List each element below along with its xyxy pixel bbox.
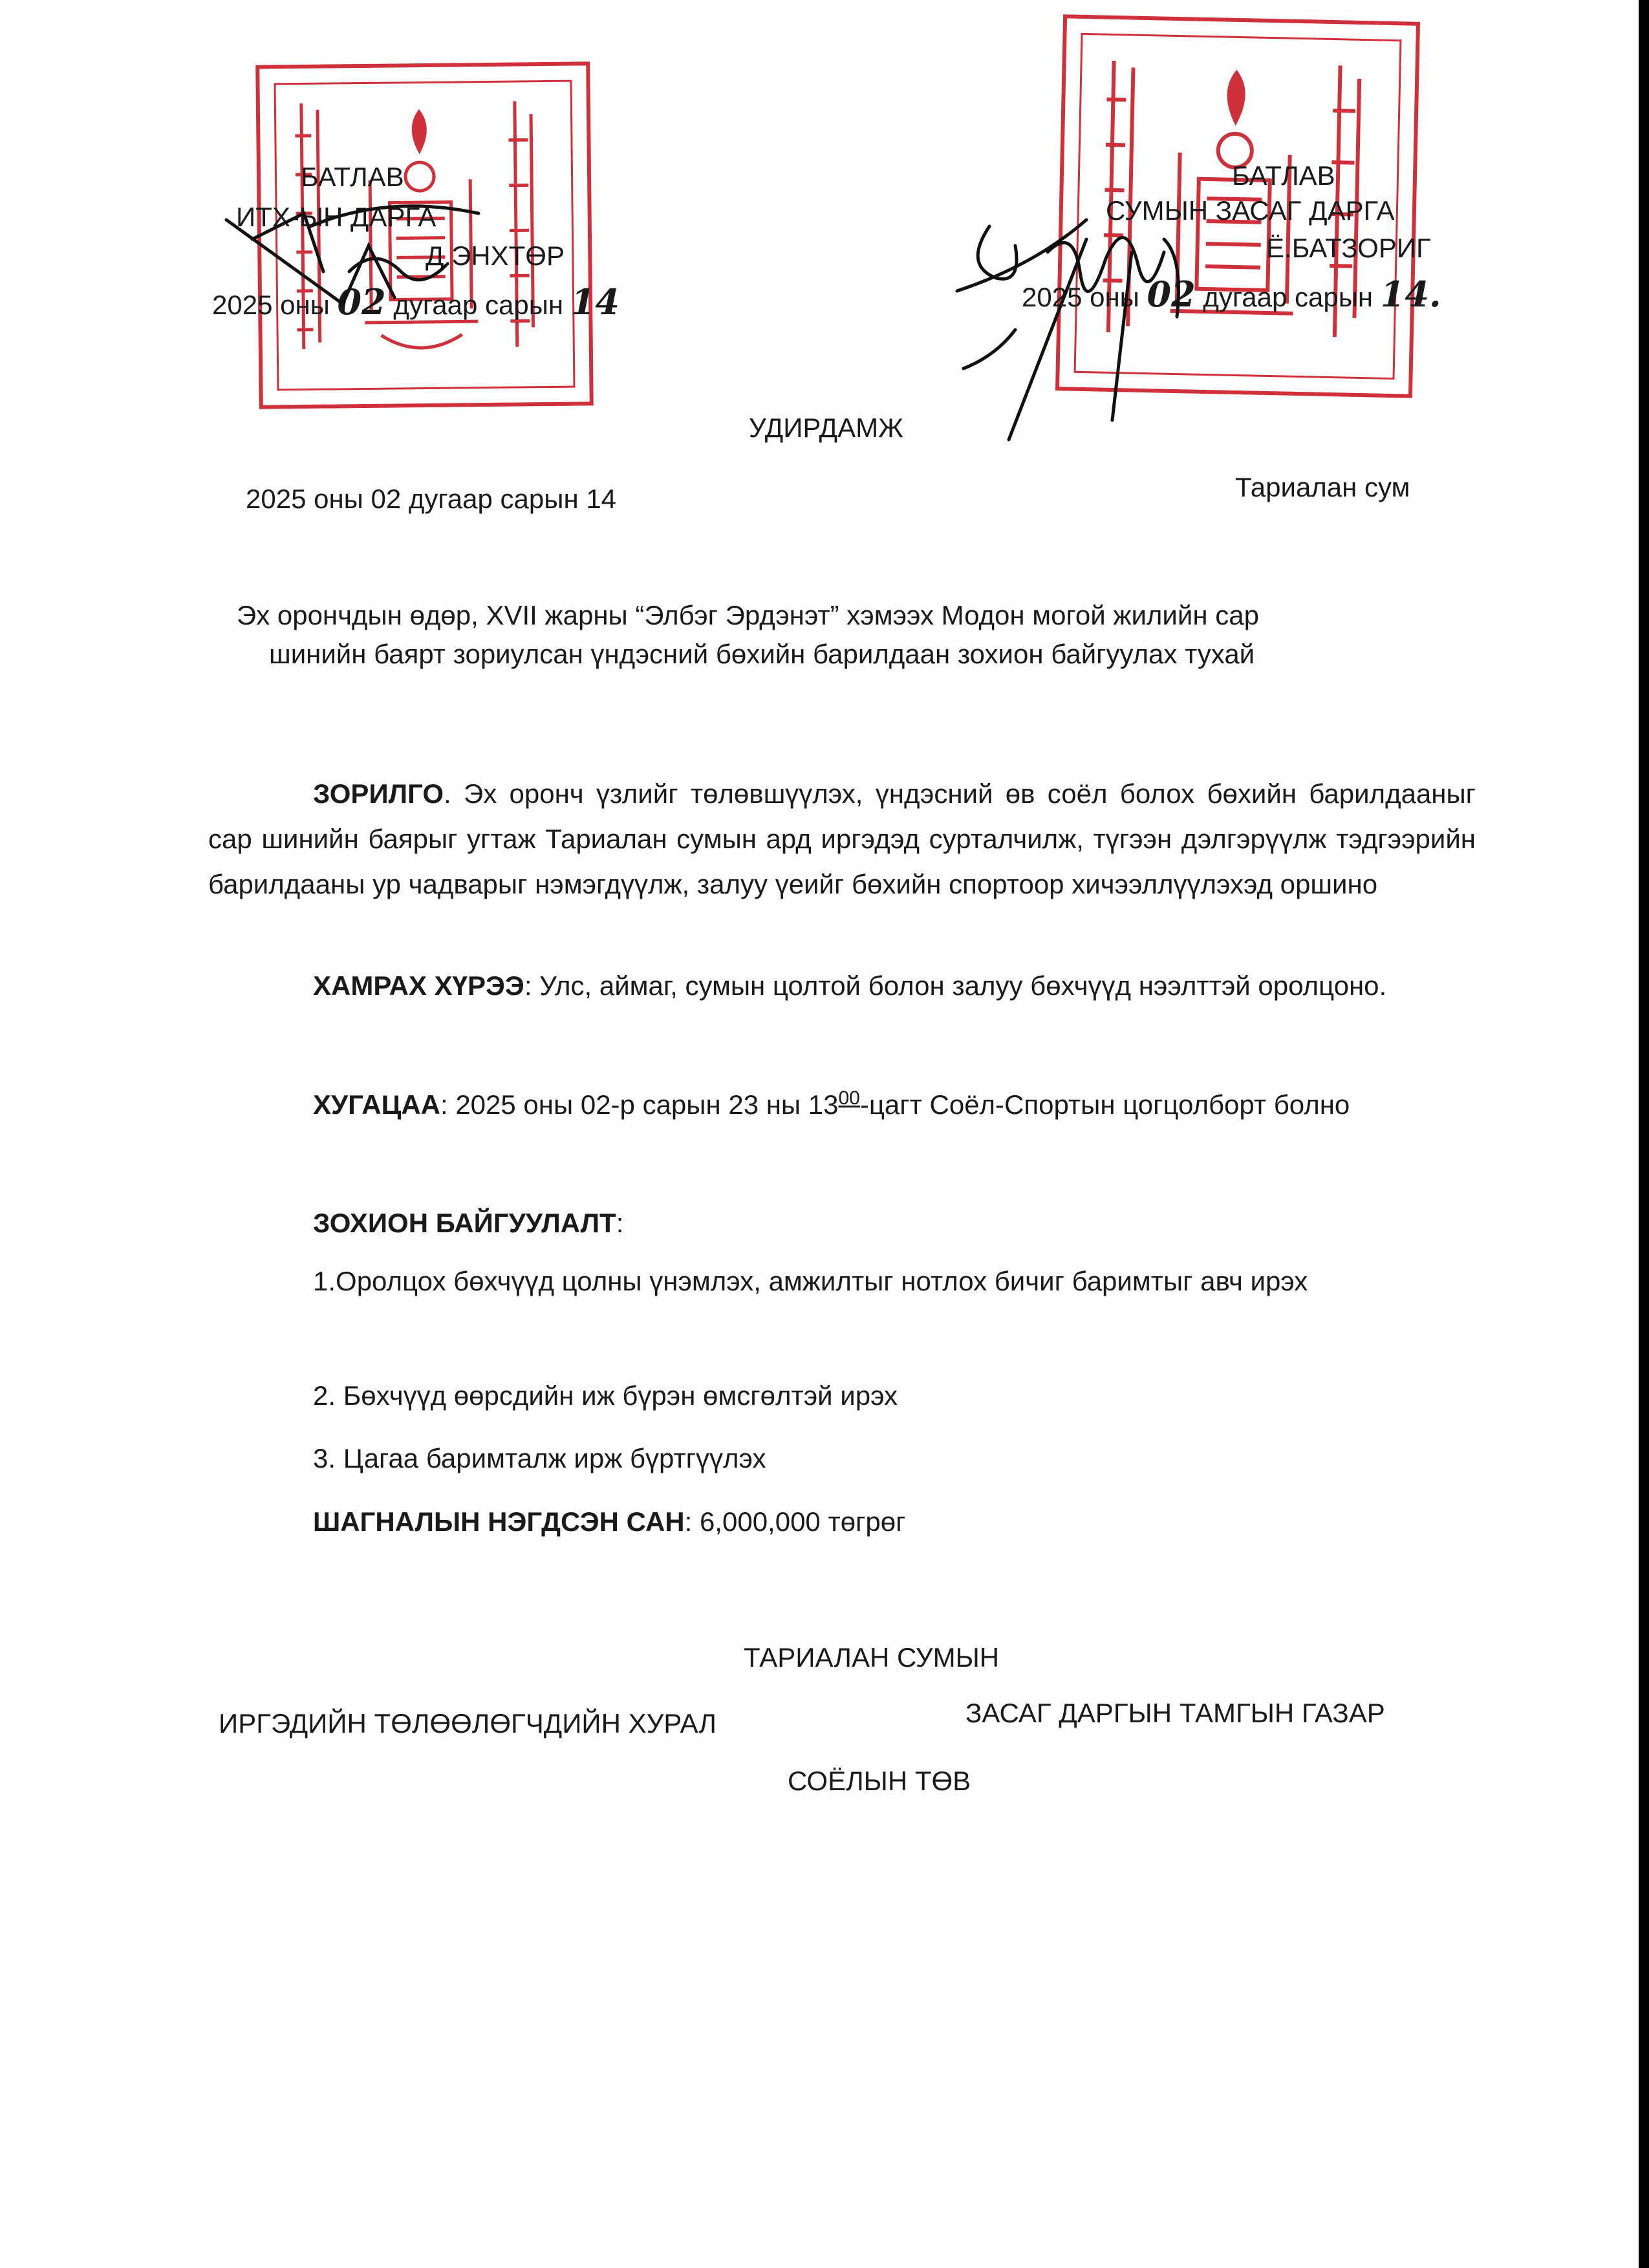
approval-left-title: БАТЛАВ bbox=[301, 162, 404, 192]
footer-left-org: ИРГЭДИЙН ТӨЛӨӨЛӨГЧДИЙН ХУРАЛ bbox=[219, 1708, 717, 1738]
date-prefix: 2025 оны bbox=[212, 290, 330, 320]
goal-text: . Эх оронч үзлийг төлөвшүүлэх, үндэсний өв соёл болох бөхийн барилдааныг сар шинийн баярыг угтаж Тариалан сумын ард иргэдэд сурталчилж, түгээн дэлгэрүүлж тэдгээрийн барилдааны ур чадварыг нэмэгдүүлж, залуу үеийг бөхийн спортоор хичээллүүлэхэд оршино bbox=[208, 778, 1476, 899]
subject-line-2: шинийн баярт зориулсан үндэсний бөхийн барилдаан зохион байгуулах тухай bbox=[269, 639, 1255, 669]
prize-label: ШАГНАЛЫН НЭГДСЭН САН bbox=[313, 1506, 685, 1537]
signature-left bbox=[213, 175, 511, 323]
approval-right-title: БАТЛАВ bbox=[1232, 160, 1335, 191]
date-day-handwritten: 14. bbox=[1380, 273, 1441, 315]
goal-label: ЗОРИЛГО bbox=[313, 778, 444, 809]
approval-left-name: Д.ЭНХТӨР bbox=[426, 241, 565, 271]
date-prefix: 2025 оны bbox=[1022, 282, 1139, 312]
time-text-before: : 2025 оны 02-р сарын 23 ны 13 bbox=[440, 1089, 839, 1120]
goal-paragraph bbox=[208, 771, 1476, 907]
document-place: Тариалан сум bbox=[1235, 472, 1410, 502]
subject-line-1: Эх орончдын өдөр, XVII жарны “Элбэг Эрдэнэт” хэмээх Модон могой жилийн сар bbox=[237, 600, 1259, 630]
footer-right-org: ЗАСАГ ДАРГЫН ТАМГЫН ГАЗАР bbox=[965, 1698, 1385, 1728]
approval-right-name: Ё.БАТЗОРИГ bbox=[1266, 233, 1431, 263]
date-day-handwritten: 14 bbox=[570, 281, 620, 323]
org-item-1: 1.Оролцох бөхчүүд цолны үнэмлэх, амжилтыг нотлох бичиг баримтыг авч ирэх bbox=[313, 1266, 1308, 1296]
approval-right-position: СУМЫН ЗАСАГ ДАРГА bbox=[1106, 195, 1395, 226]
org-label: ЗОХИОН БАЙГУУЛАЛТ bbox=[313, 1208, 616, 1238]
scan-edge bbox=[1639, 0, 1649, 2268]
org-item-3: 3. Цагаа баримталж ирж бүртгүүлэх bbox=[313, 1443, 766, 1473]
time-paragraph bbox=[208, 1065, 1476, 1138]
scope-text: : Улс, аймаг, сумын цолтой болон залуу бөхчүүд нээлттэй оролцоно. bbox=[524, 970, 1387, 1001]
org-item-2: 2. Бөхчүүд өөрсдийн иж бүрэн өмсгөлтэй ирэх bbox=[313, 1380, 898, 1411]
scope-label: ХАМРАХ ХҮРЭЭ bbox=[313, 970, 524, 1001]
date-month-handwritten: 02 bbox=[1147, 273, 1196, 315]
date-mid: дугаар сарын bbox=[1203, 282, 1374, 312]
date-mid: дугаар сарын bbox=[393, 290, 564, 320]
prize-text: : 6,000,000 төгрөг bbox=[684, 1506, 906, 1537]
scope-paragraph bbox=[208, 963, 1476, 1009]
document-date: 2025 оны 02 дугаар сарын 14 bbox=[246, 484, 617, 514]
prize-line bbox=[313, 1506, 905, 1537]
time-label: ХУГАЦАА bbox=[313, 1089, 440, 1120]
time-text-after: -цагт Соёл-Спортын цогцолборт болно bbox=[859, 1089, 1350, 1120]
footer-district: ТАРИАЛАН СУМЫН bbox=[744, 1642, 1000, 1673]
time-superscript: 00 bbox=[838, 1087, 860, 1109]
signature-right bbox=[918, 200, 1255, 459]
footer-center-org: СОЁЛЫН ТӨВ bbox=[788, 1766, 971, 1796]
date-month-handwritten: 02 bbox=[337, 281, 386, 323]
approval-left-position: ИТХ-ЫН ДАРГА bbox=[236, 202, 436, 232]
org-heading bbox=[313, 1208, 623, 1239]
org-colon: : bbox=[616, 1208, 624, 1238]
document-title: УДИРДАМЖ bbox=[749, 412, 903, 443]
